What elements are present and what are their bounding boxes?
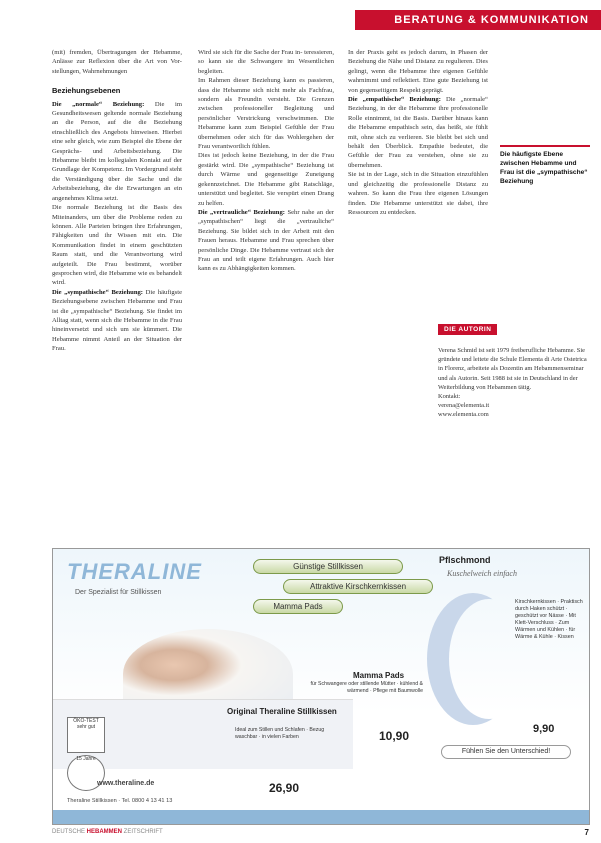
pflschmond-price: 9,90 <box>533 723 555 735</box>
original-theraline-title: Original Theraline Stillkissen <box>227 707 337 716</box>
footer-brand: HEBAMMEN <box>86 829 123 835</box>
pull-quote-rule <box>500 145 590 147</box>
pflschmond-tagline: Kuschelweich einfach <box>447 569 517 578</box>
author-web-link[interactable]: www.elementa.com <box>438 411 489 419</box>
col1-paragraph: Die „normale“ Beziehung: Die im Gesundheitswesen geltende normale Beziehung an die Person, auf die die Beziehung einschließlich des Angebots hinweisen. Hierbei eine sehr gleich, wie zum Beispiel die Ebene der Gesprächs- und Arbeitsbeziehung. Die Hebamme bleibt im kollegialen Kontakt auf der Grundlage der Kompetenz. Im Vordergrund steht die Verständigung über die Sache und die Arbeitsbeziehung, die die Erwartungen an ein angenehmes Klima setzt. <box>52 100 182 202</box>
article-column-3 <box>348 48 488 217</box>
author-contact-label: Kontakt: <box>438 393 461 401</box>
mammapads-price: 10,90 <box>379 729 410 743</box>
mammapads-features: für Schwangere oder stillende Mütter · kühlend & wärmend · Pflege mit Baumwolle <box>310 681 423 694</box>
ad-pill-stillkissen: Günstige Stillkissen <box>253 559 403 574</box>
subheading-vertraulich: Die „vertrauliche“ Beziehung: <box>198 208 285 216</box>
pull-quote-text: Die häufigste Ebene zwischen Hebamme und Frau ist die „sympathische“ Beziehung <box>500 151 588 185</box>
author-tag: DIE AUTORIN <box>438 324 497 335</box>
col2-paragraph: Im Rahmen dieser Beziehung kann es passieren, dass die Hebamme sich nicht mehr als Fachfrau, sondern als Freundin versteht. Die Grenzen zwischen professioneller Begleitung und persönlicher Verstrickung verschwimmen. Die Hebamme kann zum Beispiel Gefühle der Frau übernehmen oder sich für das Wohlergehen der Frau verantwortlich fühlen. <box>198 77 334 151</box>
pflschmond-title: Pflschmond <box>439 555 491 565</box>
col2-paragraph: Dies ist jedoch keine Beziehung, in der die Frau gestärkt wird. Die „sympathische“ Beziehung ist durch Wärme und gegenseitige Zuneigung gekennzeichnet. Die Hebamme gibt Ratschläge, unterstützt und begleitet. Sie verspürt einen Drang zu helfen. <box>198 152 334 207</box>
theraline-contact: Theraline Stillkissen · Tel. 0800 4 13 41 13 <box>67 798 173 804</box>
col2-paragraph: Die „vertrauliche“ Beziehung: Sehr nahe an der „sympathischen“ liegt die „vertrauliche“ Beziehung. Sie bildet sich in der Arbeit mit den Frauen heraus. Hebamme und Frau sprechen über persönliche Dinge. Die Hebamme vertraut sich der Frau an und teilt eigene Erfahrungen. Auch hier kann es zu Abhängigkeiten kommen. <box>198 208 334 273</box>
pull-quote <box>500 145 590 186</box>
anniversary-seal: 15 Jahre <box>67 755 105 791</box>
author-bio <box>438 346 588 420</box>
original-theraline-features: Ideal zum Stillen und Schlafen · Bezug waschbar · in vielen Farben <box>235 727 325 740</box>
article-column-1 <box>52 48 182 354</box>
section-header: BERATUNG & KOMMUNIKATION <box>355 10 601 30</box>
col3-paragraph: In der Praxis geht es jedoch darum, in Phasen der Beziehung die Nähe und Distanz zu regulieren. Dies gelingt, wenn die Hebamme ihre eigenen Gefühle wahrnimmt und reflektiert. Eine gute Beziehung ist von gegenseitigem Respekt geprägt. <box>348 49 488 94</box>
col1-paragraph: Die normale Beziehung ist die Basis des Miteinanders, um über die Probleme reden zu können. Alle Parteien bringen ihre Erfahrungen, Fähigkeiten und ihr Wissen mit ein. Die Kommunikation findet in einem geschützten Raum statt, und die Verantwortung wird aufgeteilt. Die Frau bestimmt, worüber gesprochen wird, die Hebamme wie es behandelt wird. <box>52 204 182 287</box>
page-number: 7 <box>584 828 589 837</box>
theraline-slogan: Der Spezialist für Stillkissen <box>75 589 162 596</box>
ad-pill-kirschkernkissen: Attraktive Kirschkernkissen <box>283 579 433 594</box>
oekotest-seal: ÖKO-TEST sehr gut <box>67 717 105 753</box>
article-column-2 <box>198 48 334 274</box>
ad-bottom-strip <box>53 810 589 824</box>
theraline-website-link[interactable]: www.theraline.de <box>97 780 155 787</box>
col3-paragraph: Die „empathische“ Beziehung: Die „normale“ Beziehung, in der die Hebamme ihre professionelle Rolle einnimmt, ist die Basis. Darüber hinaus kann die Hebamme empathisch sein, das heißt, sie fühlt mit, ohne sich zu verlieren. Sie bleibt bei sich und behält den Überblick. Empathie bedeutet, die Gefühle der Frau zu verstehen, ohne sie zu übernehmen. <box>348 96 488 169</box>
page-footer: DEUTSCHE HEBAMMEN ZEITSCHRIFT <box>52 829 163 835</box>
original-theraline-price: 26,90 <box>269 781 300 795</box>
theraline-logo: THERALINE <box>67 559 202 584</box>
fuehlen-badge: Fühlen Sie den Unterschied! <box>441 745 571 759</box>
ad-pill-mammapads: Mamma Pads <box>253 599 343 614</box>
mammapads-title: Mamma Pads <box>353 671 405 680</box>
article-heading: Beziehungsebenen <box>52 86 121 96</box>
author-box <box>438 318 588 420</box>
author-email-link[interactable]: verena@elementa.it <box>438 402 490 410</box>
author-bio-text: Verena Schmid ist seit 1979 freiberufliche Hebamme. Sie gründete und leitete die Schule Elementa di Arte Ostetrica in Florenz, arbeitete als Dozentin am Hebammenseminar und als Autorin. Seit 1988 ist sie in Deutschland in der Weiterbildung von Hebammen tätig. <box>438 347 587 391</box>
col3-paragraph: Sie ist in der Lage, sich in die Situation einzufühlen und gleichzeitig die professionelle Distanz zu wahren. So kann die Frau ihre eigenen Lösungen finden. Die Hebamme unterstützt sie dabei, ihre Ressourcen zu entdecken. <box>348 171 488 216</box>
theraline-advertisement[interactable] <box>52 548 590 825</box>
subheading-sympathisch: Die „sympathische“ Beziehung: <box>52 288 144 296</box>
col1-paragraph: Die „sympathische“ Beziehung: Die häufigste Beziehungsebene zwischen Hebamme und Frau ist die „sympathische“ Beziehung. Sie findet im Alltag statt, wenn sich die Hebamme in die Frau hineinversetzt und sich um sie kümmert. Die Hebamme nimmt Anteil an der Situation der Frau. <box>52 288 183 353</box>
subheading-empathisch: Die „empathische“ Beziehung: <box>348 96 441 104</box>
col1-intro: (mit) fremden, Übertragungen der Hebamme, Anlässe zur Reflexion über die Art von Vor- stellungen, Wahrnehmungen <box>52 49 182 75</box>
col2-paragraph: Wird sie sich für die Sache der Frau in- teressieren, so kann sie die Schwangere im Wesentlichen begleiten. <box>198 49 334 75</box>
subheading-normal: Die „normale“ Beziehung: <box>52 100 145 108</box>
pflschmond-features: Kirschkernkissen · Praktisch durch Haken schützt · geschützt vor Nässe · Mit Klett-Verschluss · Zum Wärmen und Kühlen · für Wärme & Kühle · Kissen <box>515 599 583 640</box>
